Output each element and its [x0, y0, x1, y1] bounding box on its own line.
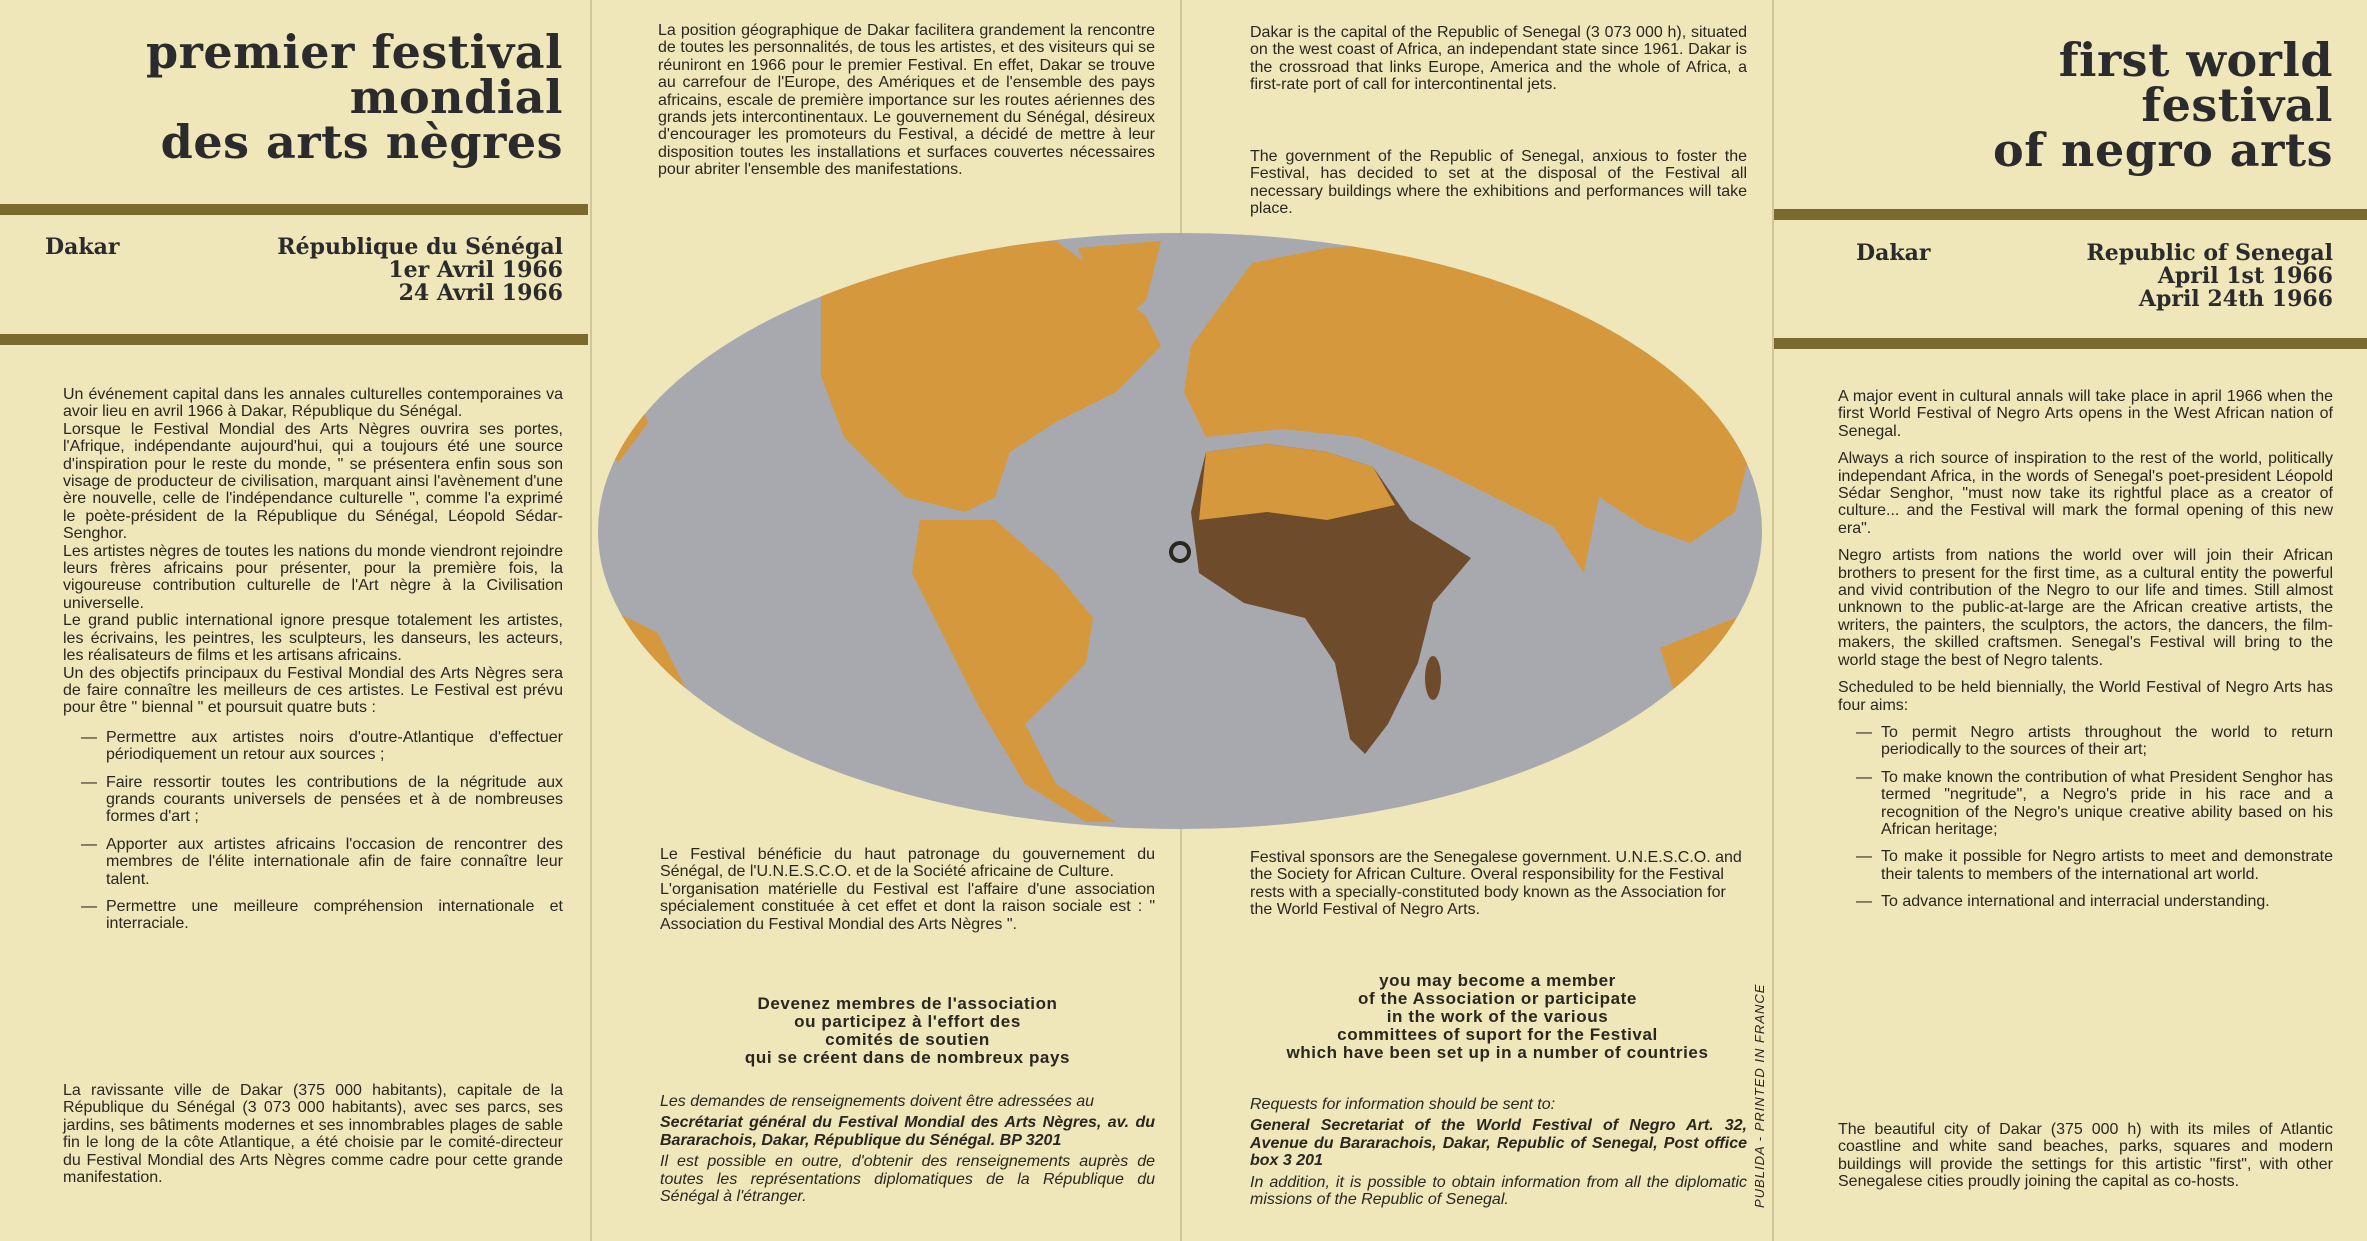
paragraph: Les artistes nègres de toutes les nations du monde viendront rejoindre leurs frères africains pour présenter, pour la première fois, la vigoureuse contribution culturelle de l'Art nègre à la Civilisation universelle. [63, 542, 563, 612]
paragraph: Un des objectifs principaux du Festival Mondial des Arts Nègres sera de faire connaître les meilleurs de ces artistes. Le Festival est prévu pour être " biennal " et poursuit quatre buts : [63, 664, 563, 717]
title-line: des arts nègres [160, 115, 563, 169]
paragraph: Festival sponsors are the Senegalese government. U.N.E.S.C.O. and the Society for African Culture. Overal responsibility for the Festival rests with a specially-constituted body known as the Association for the World Festival of Negro Arts. [1250, 849, 1742, 919]
french-geography-paragraph [658, 22, 1155, 179]
divider-bar [1774, 338, 2367, 349]
contact-address: General Secretariat of the World Festival of Negro Art. 32, Avenue du Bararachois, Dakar, Republic of Senegal, Post office box 3 201 [1250, 1117, 1747, 1170]
french-patronage [660, 846, 1155, 933]
french-location-dates [45, 236, 563, 305]
paragraph: Le grand public international ignore presque totalement les artistes, les écrivains, les peintres, les sculpteurs, les danseurs, les acteurs, les réalisateurs de films et les artisans africains. [63, 612, 563, 665]
title-line: of negro arts [1993, 123, 2333, 177]
country: Republic of Senegal [2086, 240, 2333, 266]
contact-intro: Requests for information should be sent to: [1250, 1096, 1556, 1113]
contact-address: Secrétariat général du Festival Mondial des Arts Nègres, av. du Bararachois, Dakar, République du Sénégal. BP 3201 [660, 1114, 1155, 1149]
title-line: festival [2141, 78, 2333, 132]
english-title [1790, 33, 2333, 177]
french-intro [63, 386, 563, 943]
city: Dakar [45, 234, 120, 260]
english-sponsors [1250, 849, 1745, 919]
english-contact [1250, 1096, 1747, 1212]
divider-bar [0, 334, 588, 345]
french-join-callout: Devenez membres de l'association ou participez à l'effort des comités de soutien qui se créent dans de nombreux pays [744, 994, 1071, 1067]
english-location-dates [1856, 242, 2333, 311]
divider-bar [1774, 209, 2367, 220]
french-aims-list [63, 729, 563, 933]
english-capital-paragraph [1250, 24, 1747, 94]
date-end: April 24th 1966 [2138, 286, 2333, 312]
title-line: mondial [349, 70, 563, 124]
paragraph: Scheduled to be held biennially, the World Festival of Negro Arts has four aims: [1838, 679, 2333, 714]
paragraph: The government of the Republic of Senegal, anxious to foster the Festival, has decided to set at the disposal of the Festival all necessary buildings where the exhibitions and performances will take place. [1250, 148, 1747, 218]
paragraph: The beautiful city of Dakar (375 000 h) with its miles of Atlantic coastline and white sand beaches, parks, squares and modern buildings will provide the settings for this artistic "first", with other Senegalese cities proudly joining the capital as co-hosts. [1838, 1121, 2333, 1191]
list-item: — To make it possible for Negro artists to meet and demonstrate their talents to members of the international art world. [1856, 848, 2333, 883]
list-item: — To permit Negro artists throughout the world to return periodically to the sources of their art; [1856, 723, 2333, 759]
title-line: first world [2058, 33, 2333, 87]
list-item: — Faire ressortir toutes les contributions de la négritude aux grands courants universels de pensées et à de nombreuses formes d'art ; [81, 773, 563, 826]
english-dakar-paragraph [1838, 1121, 2333, 1191]
fold-line [590, 0, 592, 1241]
paragraph: La position géographique de Dakar facilitera grandement la rencontre de toutes les personnalités, de tous les artistes, et des visiteurs qui se réuniront en 1966 pour le premier Festival. En effet, Dakar se trouve au carrefour de l'Europe, des Amériques et de l'ensemble des pays africains, escale de première importance sur les routes aériennes des grands jets intercontinentaux. Le gouvernement du Sénégal, désireux d'encourager les promoteurs du Festival, a décidé de mettre à leur disposition toutes les installations et surfaces couvertes nécessaires pour abriter l'ensemble des manifestations. [658, 22, 1155, 179]
french-title [20, 25, 563, 169]
english-intro [1838, 388, 2333, 921]
contact-intro: Les demandes de renseignements doivent être adressées au [660, 1093, 1095, 1110]
french-dakar-paragraph [63, 1082, 563, 1186]
list-item: — Permettre une meilleure compréhension internationale et interraciale. [81, 897, 563, 933]
paragraph: Le Festival bénéficie du haut patronage du gouvernement du Sénégal, de l'U.N.E.S.C.O. et de la Société africaine de Culture. [660, 846, 1155, 881]
divider-bar [0, 204, 588, 215]
paragraph: Negro artists from nations the world over will join their African brothers to present for the first time, as a cultural entity the powerful and vivid contribution of the Negro to our life and times. Still almost unknown to the public-at-large are the African creative artists, the writers, the painters, the sculptors, the actors, the dancers, the film-makers, the skilled craftsmen. Senegal's Festival will bring to the world stage the best of Negro talents. [1838, 547, 2333, 669]
country: République du Sénégal [277, 234, 563, 260]
title-line: premier festival [145, 25, 563, 79]
paragraph: A major event in cultural annals will take place in april 1966 when the first World Festival of Negro Arts opens in the West African nation of Senegal. [1838, 388, 2333, 440]
list-item: — Permettre aux artistes noirs d'outre-Atlantique d'effectuer périodiquement un retour aux sources ; [81, 728, 563, 764]
world-map-icon [598, 233, 1762, 833]
paragraph: Un événement capital dans les annales culturelles contemporaines va avoir lieu en avril 1966 à Dakar, République du Sénégal. [63, 386, 563, 421]
english-join-callout: you may become a member of the Association or participate in the work of the various committees of suport for the Festival which have been set up in a number of countries [1286, 971, 1709, 1062]
city: Dakar [1856, 240, 1931, 266]
english-government-paragraph [1250, 148, 1747, 218]
paragraph: La ravissante ville de Dakar (375 000 habitants), capitale de la République du Sénégal (3 073 000 habitants), avec ses parcs, ses jardins, ses bâtiments modernes et ses innombrables plages de sable fin le long de la côte Atlantique, a été choisie par le comité-directeur du Festival Mondial des Arts Nègres comme cadre pour cette grande manifestation. [63, 1082, 563, 1187]
paragraph: L'organisation matérielle du Festival est l'affaire d'une association spécialement constituée à cet effet et dont la raison sociale est : " Association du Festival Mondial des Arts Nègres ". [660, 880, 1155, 933]
date-start: 1er Avril 1966 [388, 257, 563, 283]
date-start: April 1st 1966 [2157, 263, 2333, 289]
contact-extra: Il est possible en outre, d'obtenir des renseignements auprès de toutes les représentations diplomatiques de la République du Sénégal à l'étranger. [660, 1153, 1155, 1206]
english-aims-list [1838, 724, 2333, 911]
fold-line [1772, 0, 1774, 1241]
list-item: — To make known the contribution of what President Senghor has termed "negritude", a Negro's pride in his race and a recognition of the Negro's unique creative ability based on his African heritage; [1856, 768, 2333, 838]
paragraph: Always a rich source of inspiration to the rest of the world, politically independant Africa, in the words of Senegal's poet-president Léopold Sédar Senghor, "must now take its rightful place as a creator of culture... and the Festival will mark the formal opening of this new era". [1838, 450, 2333, 537]
date-end: 24 Avril 1966 [398, 280, 563, 306]
imprint: PUBLIDA - PRINTED IN FRANCE [1752, 983, 1767, 1208]
french-contact [660, 1093, 1155, 1209]
paragraph: Lorsque le Festival Mondial des Arts Nègres ouvrira ses portes, l'Afrique, indépendante aujourd'hui, qui a toujours été une source d'inspiration pour le reste du monde, " se présentera enfin sous son visage de producteur de civilisation, marquant ainsi l'avènement d'une ère nouvelle, celle de l'indépendance culturelle ", comme l'a exprimé le poète-président de la République du Sénégal, Léopold Sédar-Senghor. [63, 420, 563, 543]
list-item: — To advance international and interracial understanding. [1856, 893, 2270, 911]
list-item: — Apporter aux artistes africains l'occasion de rencontrer des membres de l'élite internationale afin de faire connaître leur talent. [81, 835, 563, 888]
madagascar [1425, 656, 1441, 700]
contact-extra: In addition, it is possible to obtain information from all the diplomatic missions of the Republic of Senegal. [1250, 1173, 1747, 1209]
paragraph: Dakar is the capital of the Republic of Senegal (3 073 000 h), situated on the west coast of Africa, an independant state since 1961. Dakar is the crossroad that links Europe, America and the whole of Africa, a first-rate port of call for intercontinental jets. [1250, 24, 1747, 94]
